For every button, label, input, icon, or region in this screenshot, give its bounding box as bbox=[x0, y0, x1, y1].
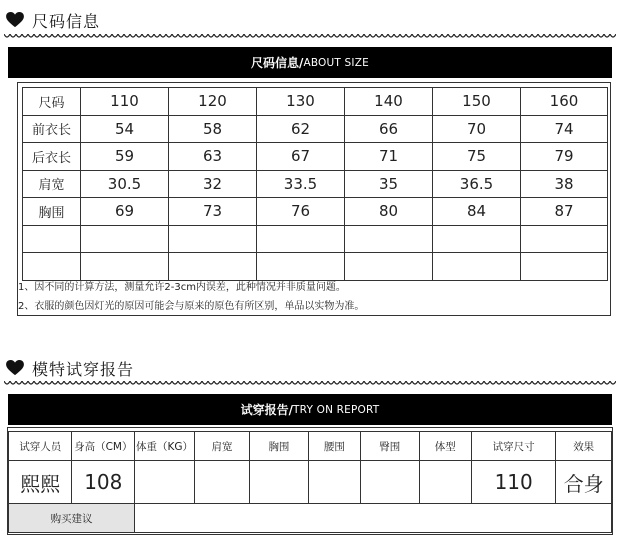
table-cell: 69 bbox=[81, 198, 169, 226]
try-header: 腰围 bbox=[308, 432, 360, 461]
row-label bbox=[23, 225, 81, 253]
table-cell: 79 bbox=[521, 143, 608, 171]
row-label: 胸围 bbox=[23, 198, 81, 226]
note-line: 2、衣服的颜色因灯光的原因可能会与原来的原色有所区别，单品以实物为准。 bbox=[18, 301, 365, 312]
table-cell bbox=[521, 225, 608, 253]
size-banner-cn: 尺码信息/ bbox=[251, 56, 304, 70]
size-section-header bbox=[6, 8, 100, 32]
table-cell: 30.5 bbox=[81, 170, 169, 198]
try-header: 体型 bbox=[419, 432, 471, 461]
try-header: 肩宽 bbox=[194, 432, 249, 461]
try-header: 身高（CM） bbox=[72, 432, 135, 461]
advice-label: 购买建议 bbox=[9, 504, 135, 533]
table-cell: 36.5 bbox=[433, 170, 521, 198]
table-row bbox=[23, 225, 608, 253]
scallop-divider bbox=[4, 381, 616, 387]
table-cell: 87 bbox=[521, 198, 608, 226]
try-table bbox=[8, 431, 612, 533]
table-cell: 71 bbox=[345, 143, 433, 171]
try-section-header bbox=[6, 356, 134, 380]
try-value: 108 bbox=[72, 461, 135, 504]
try-value bbox=[419, 461, 471, 504]
size-header-label: 尺码 bbox=[23, 88, 81, 116]
try-banner-cn: 试穿报告/ bbox=[240, 403, 294, 417]
size-notes bbox=[18, 278, 364, 316]
table-cell: 84 bbox=[433, 198, 521, 226]
table-cell: 80 bbox=[345, 198, 433, 226]
table-cell: 35 bbox=[345, 170, 433, 198]
table-cell: 74 bbox=[521, 115, 608, 143]
table-cell: 63 bbox=[169, 143, 257, 171]
table-row bbox=[23, 143, 608, 171]
table-cell: 59 bbox=[81, 143, 169, 171]
size-col: 120 bbox=[169, 88, 257, 116]
try-header-row bbox=[9, 432, 612, 461]
try-header: 试穿尺寸 bbox=[471, 432, 555, 461]
table-row bbox=[9, 461, 612, 504]
size-section-title: 尺码信息 bbox=[32, 11, 101, 31]
table-cell bbox=[81, 225, 169, 253]
try-value: 熙熙 bbox=[9, 461, 72, 504]
try-banner-en: TRY ON REPORT bbox=[293, 403, 380, 416]
try-report-box bbox=[7, 427, 613, 535]
advice-value bbox=[135, 504, 612, 533]
size-col: 110 bbox=[81, 88, 169, 116]
row-label: 后衣长 bbox=[23, 143, 81, 171]
row-label: 肩宽 bbox=[23, 170, 81, 198]
size-col: 130 bbox=[257, 88, 345, 116]
try-header: 体重（KG） bbox=[135, 432, 195, 461]
row-label: 前衣长 bbox=[23, 115, 81, 143]
table-cell: 75 bbox=[433, 143, 521, 171]
try-value bbox=[361, 461, 419, 504]
size-header-row bbox=[23, 88, 608, 116]
try-value bbox=[135, 461, 195, 504]
size-banner-en: ABOUT SIZE bbox=[303, 56, 369, 69]
table-cell bbox=[345, 253, 433, 281]
try-value bbox=[308, 461, 360, 504]
table-cell: 58 bbox=[169, 115, 257, 143]
try-value bbox=[194, 461, 249, 504]
table-cell: 32 bbox=[169, 170, 257, 198]
table-cell: 38 bbox=[521, 170, 608, 198]
try-value: 110 bbox=[471, 461, 555, 504]
table-cell bbox=[169, 253, 257, 281]
note-line: 1、因不同的计算方法，测量允许2-3cm内误差，此种情况并非质量问题。 bbox=[18, 282, 346, 293]
table-cell: 76 bbox=[257, 198, 345, 226]
table-row bbox=[23, 198, 608, 226]
size-banner bbox=[8, 47, 612, 78]
table-cell bbox=[521, 253, 608, 281]
table-row bbox=[23, 170, 608, 198]
size-table bbox=[22, 87, 608, 281]
table-cell bbox=[345, 225, 433, 253]
try-header: 臀围 bbox=[361, 432, 419, 461]
table-cell: 66 bbox=[345, 115, 433, 143]
table-cell: 33.5 bbox=[257, 170, 345, 198]
size-col: 160 bbox=[521, 88, 608, 116]
size-col: 140 bbox=[345, 88, 433, 116]
table-row bbox=[23, 253, 608, 281]
table-cell: 67 bbox=[257, 143, 345, 171]
table-cell: 73 bbox=[169, 198, 257, 226]
table-cell: 70 bbox=[433, 115, 521, 143]
try-header: 效果 bbox=[556, 432, 612, 461]
try-banner bbox=[8, 394, 612, 425]
try-header: 胸围 bbox=[250, 432, 308, 461]
try-section-title: 模特试穿报告 bbox=[32, 359, 135, 379]
table-cell bbox=[433, 253, 521, 281]
try-value bbox=[250, 461, 308, 504]
table-cell bbox=[257, 253, 345, 281]
heart-icon bbox=[6, 360, 24, 376]
table-cell bbox=[81, 253, 169, 281]
row-label bbox=[23, 253, 81, 281]
table-cell bbox=[257, 225, 345, 253]
try-value: 合身 bbox=[556, 461, 612, 504]
scallop-divider bbox=[4, 34, 616, 40]
table-cell: 54 bbox=[81, 115, 169, 143]
table-row bbox=[23, 115, 608, 143]
table-cell bbox=[433, 225, 521, 253]
heart-icon bbox=[6, 12, 24, 28]
advice-row bbox=[9, 504, 612, 533]
table-cell: 62 bbox=[257, 115, 345, 143]
try-header: 试穿人员 bbox=[9, 432, 72, 461]
table-cell bbox=[169, 225, 257, 253]
size-col: 150 bbox=[433, 88, 521, 116]
